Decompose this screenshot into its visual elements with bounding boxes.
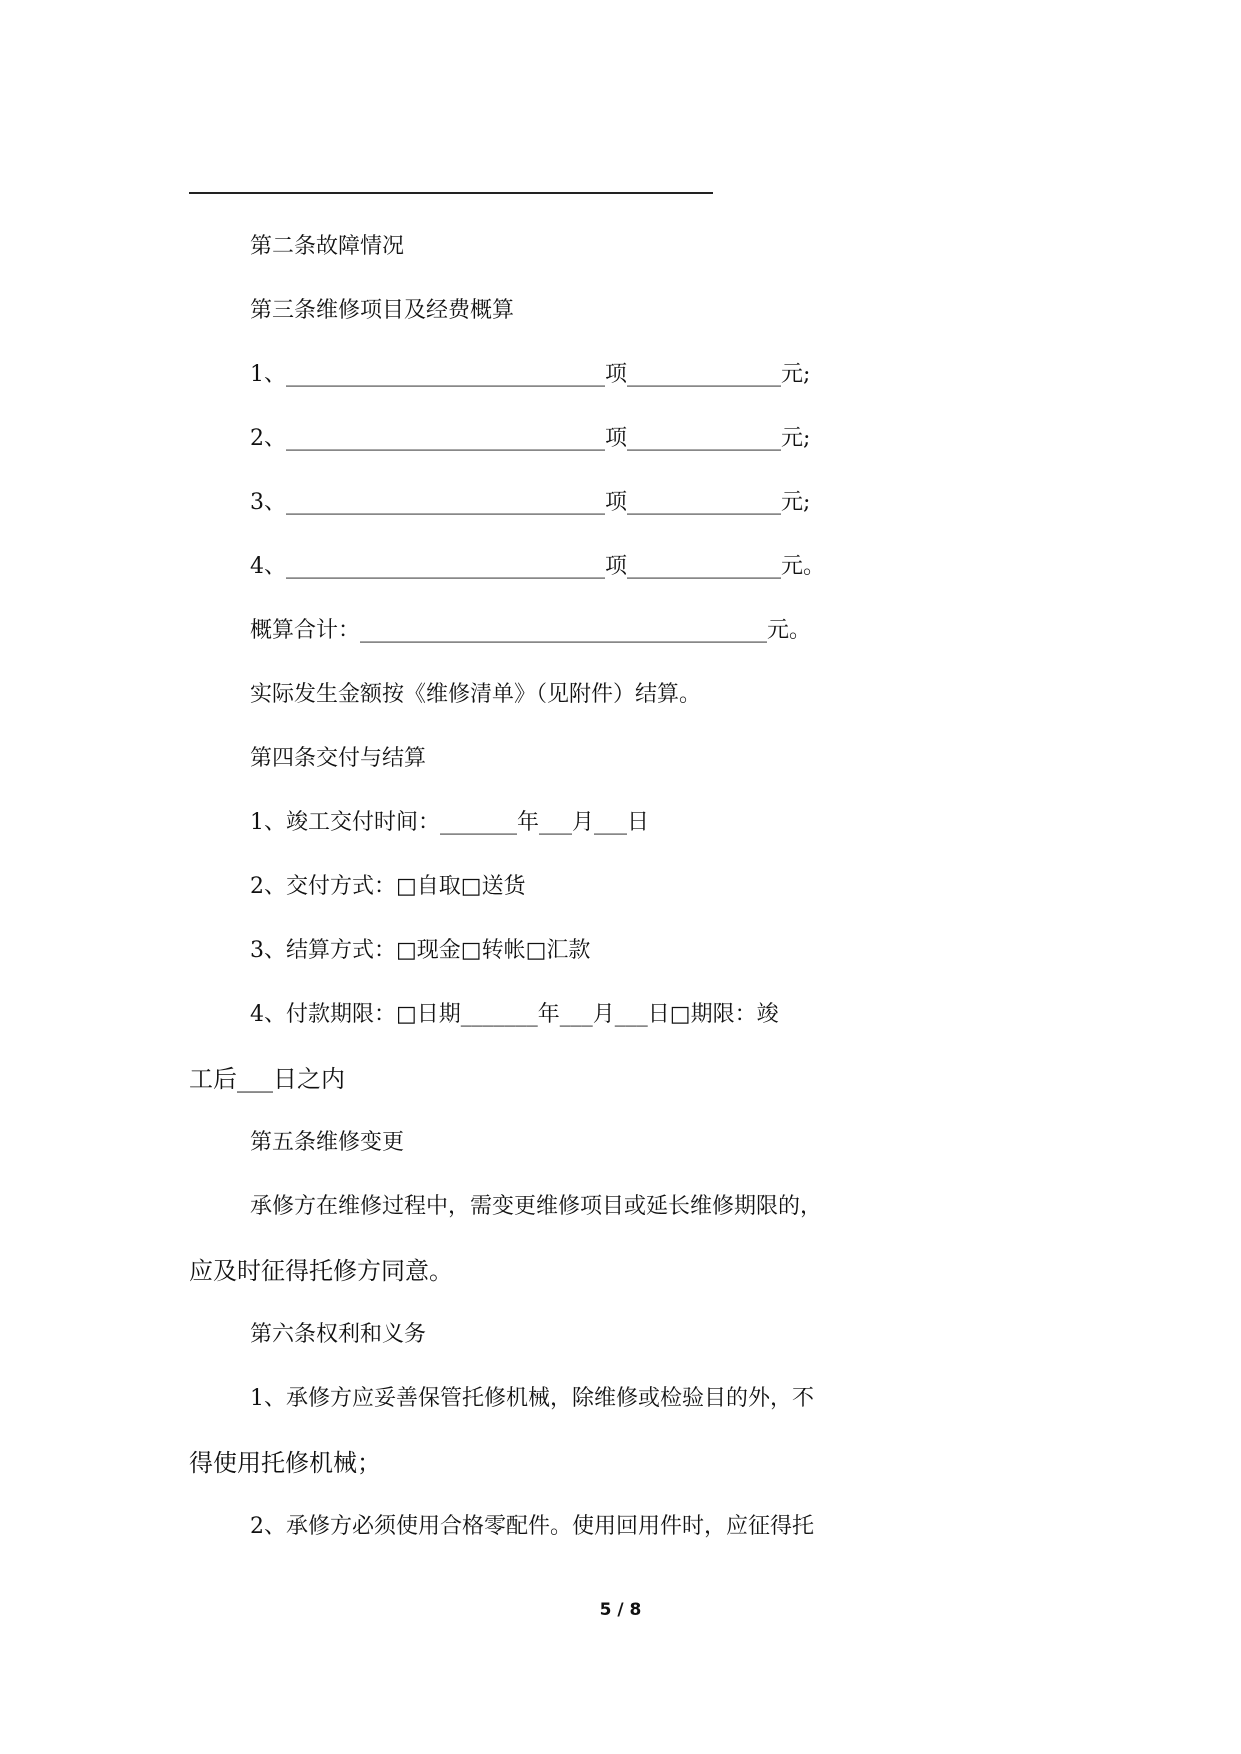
change-clause: 承修方在维修过程中，需变更维修项目或延长维修期限的， [250,1194,823,1219]
payment-deadline: 4、付款期限：□日期_______年___月___日□期限：竣 [250,1002,779,1027]
delivery-time: 1、竣工交付时间：_______年___月___日 [250,810,649,835]
obligation-1-continued: 得使用托修机械； [189,1449,381,1477]
article-6-heading: 第六条权利和义务 [250,1322,427,1347]
delivery-method: 2、交付方式：□自取□送货 [250,874,526,899]
article-3-heading: 第三条维修项目及经费概算 [250,298,515,323]
payment-deadline-continued: 工后___日之内 [189,1065,345,1093]
repair-item-1: 1、_____________________________项______________元; [250,362,811,387]
change-clause-continued: 应及时征得托修方同意。 [189,1257,453,1285]
settlement-method: 3、结算方式：□现金□转帐□汇款 [250,938,591,963]
repair-item-2: 2、_____________________________项______________元; [250,426,811,451]
article-5-heading: 第五条维修变更 [250,1130,405,1155]
repair-item-3: 3、_____________________________项______________元; [250,490,811,515]
fill-in-blank-line [189,192,713,194]
obligation-1: 1、承修方应妥善保管托修机械，除维修或检验目的外，不 [250,1386,814,1411]
settlement-note: 实际发生金额按《维修清单》（见附件）结算。 [250,682,702,707]
article-2-heading: 第二条故障情况 [250,234,405,259]
estimate-total: 概算合计：_____________________________________元。 [250,618,812,643]
obligation-2: 2、承修方必须使用合格零配件。使用回用件时，应征得托 [250,1514,814,1539]
repair-item-4: 4、_____________________________项______________元。 [250,554,825,579]
page-number: 5 / 8 [599,1600,642,1620]
article-4-heading: 第四条交付与结算 [250,746,427,771]
